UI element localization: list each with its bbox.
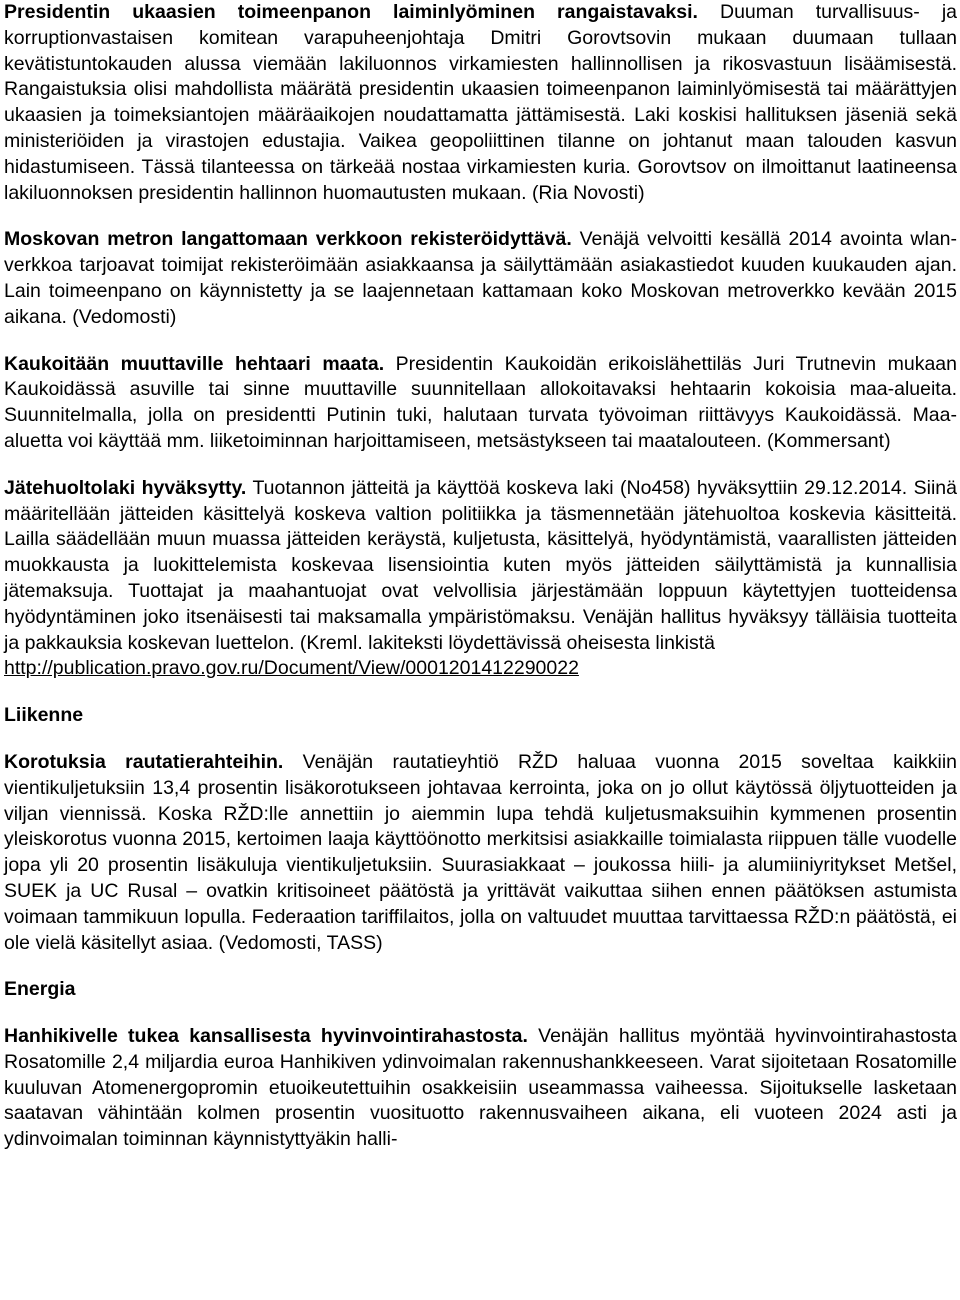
article-headline: Hanhikivelle tukea kansallisesta hyvinvointirahastosta. (4, 1025, 528, 1048)
article-body: Venäjä velvoitti kesällä 2014 avointa wlan-verkkoa tarjoavat toimijat rekisteröimään asiakkaansa ja säilyttämään asiakastiedot kuuden kuukauden ajan. Lain toimeenpano on käynnistetty ja se laajennetaan kattamaan koko Moskovan metroverkko kevään 2015 aikana. (Vedomosti) (4, 228, 958, 328)
article-railway-tariffs (4, 750, 957, 956)
article-hanhikivi-funding (4, 1024, 957, 1153)
article-body: Duuman turvallisuus- ja korruptionvastaisen komitean varapuheenjohtaja Dmitri Gorovtsovin mukaan duumaan tullaan kevätistuntokauden alussa viemään lakiluonnos virkamiesten hallinnollisen ja rikosvastuun lisäämisestä. Rangaistuksia olisi mahdollista määrätä presidentin ukaasien toimeenpanon laiminlyömisestä tai määrättyjen ukaasien ja toimeksiantojen määräaikojen noudattamatta jättämisestä. Laki koskisi hallituksen jäseniä sekä ministeriöiden ja virastojen edustajia. Vaikea geopoliittinen tilanne on johtanut maan talouden kasvun hidastumiseen. Tässä tilanteessa on tärkeää nostaa virkamiesten kuria. Gorovtsov on ilmoittanut laatineensa lakiluonnoksen presidentin hallinnon huomautusten mukaan. (Ria Novosti) (4, 1, 957, 204)
article-headline: Moskovan metron langattomaan verkkoon rekisteröidyttävä. (4, 228, 572, 251)
article-body: Tuotannon jätteitä ja käyttöä koskeva laki (No458) hyväksyttiin 29.12.2014. Siinä määritellään jätteiden käsittelyä koskeva valtion politiikka ja täsmennetään jätehuoltoa koskevia käsitteitä. Lailla säädellään muun muassa jätteiden keräystä, kuljetusta, käsittelyä, hyödyntämistä, vaarallisten jätteiden muokkausta ja luokittelemista koskevaa lisensiointia kuten myös jätteiden säilyttämistä ja kunnallisia jätemaksuja. Tuottajat ja maahantuojat ovat velvollisia järjestämään loppuun käytettyjen tuotteidensa hyödyntäminen joko itsenäisesti tai maksamalla ympäristömaksu. Venäjän hallitus hyväksyy tälläisia tuotteita ja pakkauksia koskevan luettelon. (Kreml. lakiteksti löydettävissä oheisesta linkistä (4, 476, 957, 654)
section-heading-transport: Liikenne (4, 704, 84, 727)
article-body: Venäjän rautatieyhtiö RŽD haluaa vuonna 2015 soveltaa kaikkiin vientikuljetuksiin 13,4 prosentin lisäkorotukseen johtavaa kerrointa, joka on jo ollut käytössä öljytuotteiden ja viljan viennissä. Koska RŽD:lle annettiin jo aiemmin lupa tehdä kuljetusmaksuihin kymmenen prosentin yleiskorotus vuonna 2015, kertoimen laaja käyttöönotto merkitsisi asiakkaille toimialasta riippuen tälle vuodelle jopa yli 20 prosentin lisäkuluja vientikuljetuksiin. Suurasiakkaat – joukossa hiili- ja alumiiniyritykset Metšel, SUEK ja UC Rusal – ovatkin kritisoineet päätöstä ja yrittävät vaikuttaa siihen ennen päätöksen astumista voimaan tammikuun lopulla. Federaation tariffilaitos, jolla on valtuudet muuttaa tarvittaessa RŽD:n päätöstä, ei ole vielä käsitellyt asiaa. (Vedomosti, TASS) (4, 750, 958, 954)
article-headline: Presidentin ukaasien toimeenpanon laiminlyöminen rangaistavaksi. (4, 1, 698, 23)
article-body: Presidentin Kaukoidän erikoislähettiläs Juri Trutnevin mukaan Kaukoidässä asuville tai sinne muuttaville suunnitellaan allokoitavaksi hehtaarin kokoisia maa-alueita. Suunnitelmalla, jolla on presidentti Putinin tuki, halutaan turvata työvoiman riittävyys Kaukoidässä. Maa-aluetta voi käyttää mm. liiketoiminnan harjoittamiseen, metsästykseen tai maatalouteen. (Kommersant) (4, 352, 957, 452)
article-headline: Jätehuoltolaki hyväksytty. (4, 476, 247, 499)
article-waste-law (4, 476, 957, 682)
article-body: Venäjän hallitus myöntää hyvinvointirahastosta Rosatomille 2,4 miljardia euroa Hanhikiven ydinvoimalan rakennushankkeeseen. Varat sijoitetaan Rosatomille kuuluvan Atomenergopromin etuoikeutettuihin osakkeisiin useammassa vaiheessa. Sijoitukselle lasketaan saatavan vähintään kolmen prosentin vuosituotto rakennusvaiheen aikana, eli vuoteen 2024 asti ja ydinvoimalan toiminnan käynnistyttyäkin halli- (4, 1025, 957, 1151)
section-heading-energy: Energia (4, 978, 76, 1001)
law-text-link[interactable]: http://publication.pravo.gov.ru/Document/View/0001201412290022 (4, 657, 579, 680)
article-headline: Kaukoitään muuttaville hehtaari maata. (4, 352, 385, 375)
article-decree-enforcement (4, 0, 957, 206)
article-headline: Korotuksia rautatierahteihin. (4, 750, 284, 773)
article-moscow-metro-wifi (4, 227, 957, 330)
article-far-east-land (4, 352, 957, 455)
